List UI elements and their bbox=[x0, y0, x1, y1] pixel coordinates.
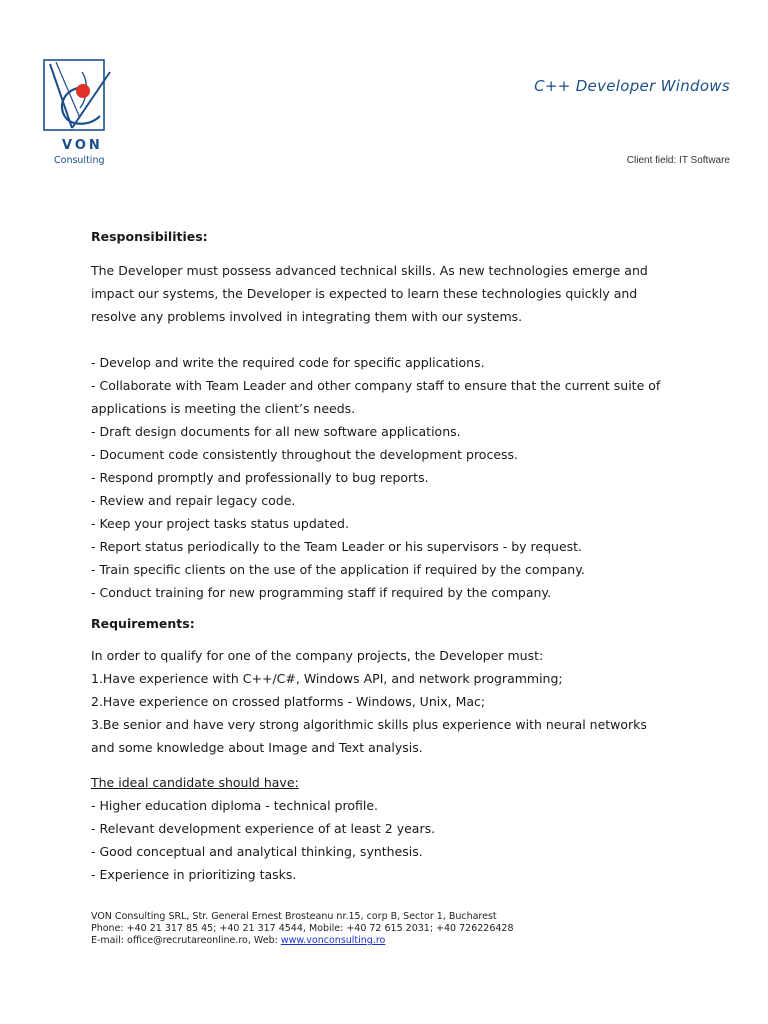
ideal-item: - Good conceptual and analytical thinking, synthesis. bbox=[91, 844, 423, 859]
ideal-item: - Higher education diploma - technical profile. bbox=[91, 798, 378, 813]
responsibility-item: - Document code consistently throughout the development process. bbox=[91, 447, 519, 462]
spacer bbox=[91, 328, 691, 351]
responsibility-item: - Develop and write the required code for specific applications. bbox=[91, 355, 485, 370]
footer-phone: Phone: +40 21 317 85 45; +40 21 317 4544, Mobile: +40 72 615 2031; +40 726226428 bbox=[91, 923, 514, 934]
footer-email-line bbox=[91, 935, 514, 947]
client-field: Client field: IT Software bbox=[626, 155, 730, 166]
responsibility-item: applications is meeting the client’s needs. bbox=[91, 401, 356, 416]
logo-wordmark: VON bbox=[62, 138, 103, 153]
responsibility-item: - Report status periodically to the Team Leader or his supervisors - by request. bbox=[91, 539, 583, 554]
intro-line: The Developer must possess advanced technical skills. As new technologies emerge and bbox=[91, 263, 648, 278]
requirement-item: and some knowledge about Image and Text analysis. bbox=[91, 740, 423, 755]
responsibility-item: - Review and repair legacy code. bbox=[91, 493, 296, 508]
intro-line: resolve any problems involved in integrating them with our systems. bbox=[91, 309, 523, 324]
footer-contact bbox=[91, 911, 514, 947]
company-logo bbox=[42, 58, 122, 170]
job-title: C++ Developer Windows bbox=[534, 77, 730, 95]
responsibility-item: - Draft design documents for all new software applications. bbox=[91, 424, 461, 439]
responsibility-item: - Keep your project tasks status updated. bbox=[91, 516, 349, 531]
responsibility-item: - Train specific clients on the use of the application if required by the company. bbox=[91, 562, 585, 577]
responsibility-item: - Respond promptly and professionally to bug reports. bbox=[91, 470, 429, 485]
intro-line: impact our systems, the Developer is expected to learn these technologies quickly and bbox=[91, 286, 638, 301]
document-body bbox=[91, 228, 691, 886]
ideal-item: - Experience in prioritizing tasks. bbox=[91, 867, 297, 882]
responsibility-item: - Collaborate with Team Leader and other company staff to ensure that the current suite of bbox=[91, 378, 661, 393]
requirement-item: 3.Be senior and have very strong algorithmic skills plus experience with neural networks bbox=[91, 717, 647, 732]
website-link[interactable]: www.vonconsulting.ro bbox=[280, 935, 386, 946]
responsibilities-heading: Responsibilities: bbox=[91, 229, 208, 244]
ideal-candidate-heading: The ideal candidate should have: bbox=[91, 775, 299, 790]
requirements-heading: Requirements: bbox=[91, 616, 195, 631]
requirement-item: In order to qualify for one of the company projects, the Developer must: bbox=[91, 648, 544, 663]
logo-subtitle: Consulting bbox=[54, 155, 105, 166]
requirement-item: 1.Have experience with C++/C#, Windows API, and network programming; bbox=[91, 671, 563, 686]
footer-address: VON Consulting SRL, Str. General Ernest Brosteanu nr.15, corp B, Sector 1, Bucharest bbox=[91, 911, 497, 922]
von-logo-mark-icon bbox=[42, 58, 116, 138]
ideal-item: - Relevant development experience of at least 2 years. bbox=[91, 821, 436, 836]
footer-email: E-mail: office@recrutareonline.ro, Web: bbox=[91, 935, 281, 946]
responsibility-item: - Conduct training for new programming staff if required by the company. bbox=[91, 585, 552, 600]
requirement-item: 2.Have experience on crossed platforms - Windows, Unix, Mac; bbox=[91, 694, 486, 709]
